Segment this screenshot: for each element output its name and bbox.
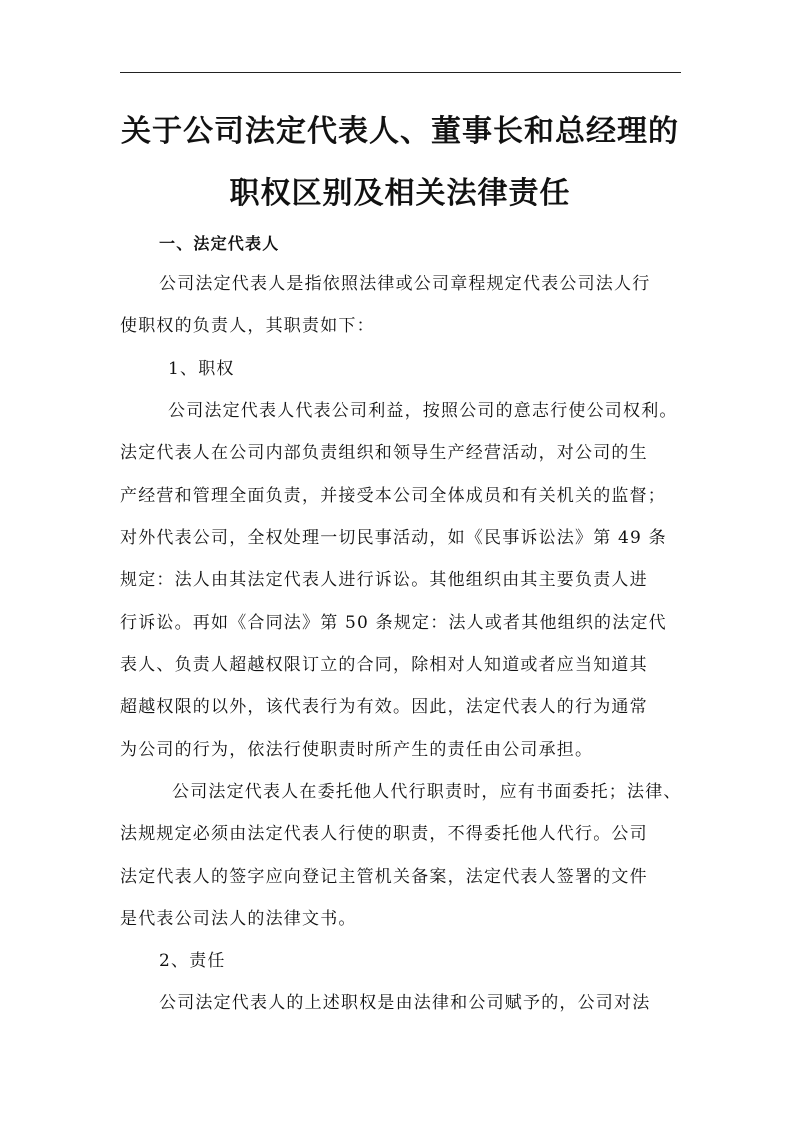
paragraph-line: 对外代表公司，全权处理一切民事活动，如《民事诉讼法》第 49 条 [120,528,667,548]
section-heading-legal-representative: 一、法定代表人 [159,234,280,253]
paragraph-line: 公司法定代表人的上述职权是由法律和公司赋予的，公司对法 [159,993,651,1013]
paragraph-line: 行诉讼。再如《合同法》第 50 条规定：法人或者其他组织的法定代 [120,613,667,633]
paragraph-line: 为公司的行为，依法行使职责时所产生的责任由公司承担。 [120,740,594,760]
paragraph-line: 法定代表人在公司内部负责组织和领导生产经营活动，对公司的生 [120,443,648,463]
document-title-line-1: 关于公司法定代表人、董事长和总经理的 [121,114,679,149]
subheading-responsibility: 2、责任 [159,951,226,971]
paragraph-line: 法定代表人的签字应向登记主管机关备案，法定代表人签署的文件 [120,867,648,887]
header-rule [120,72,681,73]
intro-line: 使职权的负责人，其职责如下： [120,316,375,336]
document-title-line-2: 职权区别及相关法律责任 [229,176,571,211]
paragraph-line: 是代表公司法人的法律文书。 [120,909,357,929]
paragraph-line: 公司法定代表人在委托他人代行职责时，应有书面委托；法律、 [172,782,682,802]
paragraph-line: 法规规定必须由法定代表人行使的职责，不得委托他人代行。公司 [120,824,648,844]
paragraph-line: 公司法定代表人代表公司利益，按照公司的意志行使公司权利。 [168,401,678,421]
subheading-powers: 1、职权 [168,359,235,379]
intro-line: 公司法定代表人是指依照法律或公司章程规定代表公司法人行 [159,274,651,294]
paragraph-line: 表人、负责人超越权限订立的合同，除相对人知道或者应当知道其 [120,655,648,675]
paragraph-line: 超越权限的以外，该代表行为有效。因此，法定代表人的行为通常 [120,697,648,717]
paragraph-line: 规定：法人由其法定代表人进行诉讼。其他组织由其主要负责人进 [120,570,648,590]
paragraph-line: 产经营和管理全面负责，并接受本公司全体成员和有关机关的监督； [120,486,666,506]
